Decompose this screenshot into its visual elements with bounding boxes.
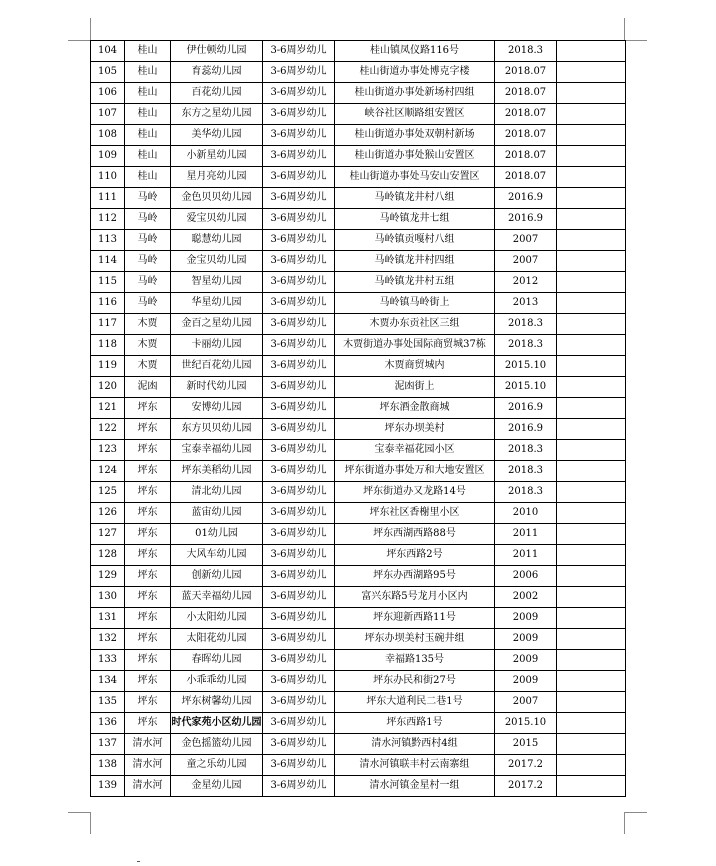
cell-age: 3-6周岁幼儿 xyxy=(263,587,335,608)
crop-mark-top-right-h xyxy=(625,40,647,41)
cell-note xyxy=(557,503,626,524)
cell-address: 坪东办西湖路95号 xyxy=(335,566,495,587)
cell-no: 116 xyxy=(91,293,125,314)
cell-age: 3-6周岁幼儿 xyxy=(263,146,335,167)
cell-name: 育蕊幼儿园 xyxy=(171,62,263,83)
cell-address: 马岭镇龙井七组 xyxy=(335,209,495,230)
cell-date: 2007 xyxy=(495,251,557,272)
cell-no: 119 xyxy=(91,356,125,377)
table-row xyxy=(91,251,626,272)
cell-note xyxy=(557,419,626,440)
cell-name: 宝泰幸福幼儿园 xyxy=(171,440,263,461)
cell-name: 卡丽幼儿园 xyxy=(171,335,263,356)
cell-note xyxy=(557,461,626,482)
cell-area: 坪东 xyxy=(125,671,171,692)
cell-note xyxy=(557,587,626,608)
table-row xyxy=(91,671,626,692)
crop-mark-top-left-h xyxy=(68,40,90,41)
cell-area: 木贾 xyxy=(125,314,171,335)
cell-name: 太阳花幼儿园 xyxy=(171,629,263,650)
cell-date: 2015.10 xyxy=(495,377,557,398)
cell-age: 3-6周岁幼儿 xyxy=(263,419,335,440)
cell-area: 木贾 xyxy=(125,356,171,377)
cell-no: 124 xyxy=(91,461,125,482)
cell-area: 坪东 xyxy=(125,713,171,734)
table-body xyxy=(91,41,626,797)
crop-mark-bottom-left-v xyxy=(90,812,91,834)
cell-date: 2017.2 xyxy=(495,776,557,797)
cell-note xyxy=(557,377,626,398)
cell-age: 3-6周岁幼儿 xyxy=(263,608,335,629)
cell-no: 126 xyxy=(91,503,125,524)
cell-name: 金色贝贝幼儿园 xyxy=(171,188,263,209)
crop-mark-bottom-right-h xyxy=(625,812,647,813)
table-row xyxy=(91,314,626,335)
cell-name: 聪慧幼儿园 xyxy=(171,230,263,251)
cell-area: 桂山 xyxy=(125,146,171,167)
cell-no: 138 xyxy=(91,755,125,776)
cell-age: 3-6周岁幼儿 xyxy=(263,251,335,272)
cell-note xyxy=(557,83,626,104)
cell-name: 小太阳幼儿园 xyxy=(171,608,263,629)
cell-name: 春晖幼儿园 xyxy=(171,650,263,671)
cell-age: 3-6周岁幼儿 xyxy=(263,650,335,671)
cell-age: 3-6周岁幼儿 xyxy=(263,41,335,62)
cell-no: 110 xyxy=(91,167,125,188)
cell-date: 2018.3 xyxy=(495,41,557,62)
cell-note xyxy=(557,629,626,650)
table-row xyxy=(91,83,626,104)
cell-address: 桂山镇凤仪路116号 xyxy=(335,41,495,62)
cell-age: 3-6周岁幼儿 xyxy=(263,356,335,377)
cell-area: 坪东 xyxy=(125,650,171,671)
cell-date: 2018.3 xyxy=(495,314,557,335)
cell-date: 2016.9 xyxy=(495,419,557,440)
cell-note xyxy=(557,251,626,272)
table-row xyxy=(91,524,626,545)
cell-address: 坪东办坝美村玉碗井组 xyxy=(335,629,495,650)
cell-name: 金色摇篮幼儿园 xyxy=(171,734,263,755)
cell-age: 3-6周岁幼儿 xyxy=(263,713,335,734)
cell-area: 坪东 xyxy=(125,587,171,608)
cell-address: 马岭镇龙井村四组 xyxy=(335,251,495,272)
kindergarten-table xyxy=(90,40,626,797)
table-row xyxy=(91,503,626,524)
table-row xyxy=(91,692,626,713)
table-row xyxy=(91,419,626,440)
cell-area: 坪东 xyxy=(125,545,171,566)
cell-no: 117 xyxy=(91,314,125,335)
cell-age: 3-6周岁幼儿 xyxy=(263,335,335,356)
cell-date: 2009 xyxy=(495,629,557,650)
cell-name: 坪东树馨幼儿园 xyxy=(171,692,263,713)
cell-address: 马岭镇龙井村八组 xyxy=(335,188,495,209)
cell-date: 2009 xyxy=(495,671,557,692)
cell-note xyxy=(557,755,626,776)
cell-note xyxy=(557,545,626,566)
cell-no: 109 xyxy=(91,146,125,167)
cell-note xyxy=(557,482,626,503)
cell-address: 坪东社区香榭里小区 xyxy=(335,503,495,524)
table-row xyxy=(91,230,626,251)
cell-note xyxy=(557,272,626,293)
cell-note xyxy=(557,692,626,713)
table-row xyxy=(91,482,626,503)
table-row xyxy=(91,188,626,209)
cell-area: 桂山 xyxy=(125,104,171,125)
crop-mark-top-left-v xyxy=(90,18,91,40)
cell-no: 130 xyxy=(91,587,125,608)
cell-age: 3-6周岁幼儿 xyxy=(263,209,335,230)
table-row xyxy=(91,125,626,146)
cell-note xyxy=(557,776,626,797)
table-row xyxy=(91,272,626,293)
cell-date: 2015 xyxy=(495,734,557,755)
cell-no: 135 xyxy=(91,692,125,713)
cell-note xyxy=(557,524,626,545)
cell-no: 106 xyxy=(91,83,125,104)
cell-address: 坪东西路2号 xyxy=(335,545,495,566)
cell-note xyxy=(557,41,626,62)
cell-note xyxy=(557,293,626,314)
cell-date: 2016.9 xyxy=(495,209,557,230)
cell-area: 坪东 xyxy=(125,629,171,650)
cell-address: 桂山街道办事处新场村四组 xyxy=(335,83,495,104)
cell-note xyxy=(557,230,626,251)
cell-note xyxy=(557,356,626,377)
crop-mark-bottom-right-v xyxy=(624,812,625,834)
cell-area: 坪东 xyxy=(125,503,171,524)
cell-age: 3-6周岁幼儿 xyxy=(263,776,335,797)
cell-name: 金百之星幼儿园 xyxy=(171,314,263,335)
cell-no: 139 xyxy=(91,776,125,797)
cell-note xyxy=(557,62,626,83)
cell-no: 131 xyxy=(91,608,125,629)
page-mark xyxy=(137,861,140,862)
cell-area: 桂山 xyxy=(125,62,171,83)
cell-note xyxy=(557,146,626,167)
cell-name: 世纪百花幼儿园 xyxy=(171,356,263,377)
cell-address: 木贾办东贡社区三组 xyxy=(335,314,495,335)
table-row xyxy=(91,587,626,608)
table-row xyxy=(91,713,626,734)
cell-date: 2018.3 xyxy=(495,440,557,461)
cell-name: 爱宝贝幼儿园 xyxy=(171,209,263,230)
cell-age: 3-6周岁幼儿 xyxy=(263,461,335,482)
cell-no: 120 xyxy=(91,377,125,398)
cell-no: 112 xyxy=(91,209,125,230)
cell-address: 宝泰幸福花园小区 xyxy=(335,440,495,461)
cell-address: 坪东街道办事处万和大地安置区 xyxy=(335,461,495,482)
cell-no: 122 xyxy=(91,419,125,440)
cell-note xyxy=(557,314,626,335)
cell-area: 桂山 xyxy=(125,41,171,62)
cell-address: 桂山街道办事处猴山安置区 xyxy=(335,146,495,167)
cell-no: 105 xyxy=(91,62,125,83)
cell-note xyxy=(557,440,626,461)
cell-no: 128 xyxy=(91,545,125,566)
cell-area: 清水河 xyxy=(125,734,171,755)
table-row xyxy=(91,104,626,125)
cell-no: 134 xyxy=(91,671,125,692)
cell-area: 马岭 xyxy=(125,230,171,251)
table-row xyxy=(91,734,626,755)
table-row xyxy=(91,608,626,629)
table-row xyxy=(91,146,626,167)
cell-area: 坪东 xyxy=(125,398,171,419)
cell-no: 104 xyxy=(91,41,125,62)
cell-age: 3-6周岁幼儿 xyxy=(263,125,335,146)
cell-area: 桂山 xyxy=(125,167,171,188)
cell-area: 清水河 xyxy=(125,755,171,776)
cell-date: 2015.10 xyxy=(495,713,557,734)
cell-note xyxy=(557,125,626,146)
cell-name: 01幼儿园 xyxy=(171,524,263,545)
crop-mark-top-right-v xyxy=(624,18,625,40)
cell-no: 107 xyxy=(91,104,125,125)
cell-age: 3-6周岁幼儿 xyxy=(263,62,335,83)
cell-area: 坪东 xyxy=(125,608,171,629)
cell-area: 坪东 xyxy=(125,566,171,587)
cell-name: 金星幼儿园 xyxy=(171,776,263,797)
cell-address: 坪东办民和街27号 xyxy=(335,671,495,692)
cell-name: 童之乐幼儿园 xyxy=(171,755,263,776)
cell-note xyxy=(557,167,626,188)
cell-area: 桂山 xyxy=(125,83,171,104)
cell-date: 2012 xyxy=(495,272,557,293)
cell-no: 108 xyxy=(91,125,125,146)
cell-note xyxy=(557,608,626,629)
cell-date: 2016.9 xyxy=(495,398,557,419)
cell-area: 木贾 xyxy=(125,335,171,356)
cell-date: 2018.3 xyxy=(495,335,557,356)
cell-address: 木贾街道办事处国际商贸城37栋 xyxy=(335,335,495,356)
cell-address: 桂山街道办事处马安山安置区 xyxy=(335,167,495,188)
cell-area: 马岭 xyxy=(125,209,171,230)
cell-address: 富兴东路5号龙月小区内 xyxy=(335,587,495,608)
table-row xyxy=(91,545,626,566)
cell-date: 2016.9 xyxy=(495,188,557,209)
table-row xyxy=(91,461,626,482)
cell-address: 清水河镇金星村一组 xyxy=(335,776,495,797)
cell-name: 智星幼儿园 xyxy=(171,272,263,293)
cell-name: 蓝宙幼儿园 xyxy=(171,503,263,524)
cell-age: 3-6周岁幼儿 xyxy=(263,692,335,713)
cell-name: 东方贝贝幼儿园 xyxy=(171,419,263,440)
cell-name: 金宝贝幼儿园 xyxy=(171,251,263,272)
crop-mark-bottom-left-h xyxy=(68,812,90,813)
cell-area: 坪东 xyxy=(125,440,171,461)
cell-address: 桂山街道办事处双朝村新场 xyxy=(335,125,495,146)
cell-date: 2015.10 xyxy=(495,356,557,377)
cell-name: 星月亮幼儿园 xyxy=(171,167,263,188)
cell-date: 2011 xyxy=(495,524,557,545)
cell-name: 安博幼儿园 xyxy=(171,398,263,419)
cell-no: 137 xyxy=(91,734,125,755)
cell-age: 3-6周岁幼儿 xyxy=(263,83,335,104)
cell-date: 2018.3 xyxy=(495,461,557,482)
cell-age: 3-6周岁幼儿 xyxy=(263,398,335,419)
table-row xyxy=(91,629,626,650)
cell-area: 坪东 xyxy=(125,419,171,440)
cell-address: 木贾商贸城内 xyxy=(335,356,495,377)
cell-name: 东方之星幼儿园 xyxy=(171,104,263,125)
cell-area: 马岭 xyxy=(125,188,171,209)
cell-date: 2013 xyxy=(495,293,557,314)
cell-address: 坪东办坝美村 xyxy=(335,419,495,440)
cell-age: 3-6周岁幼儿 xyxy=(263,188,335,209)
cell-age: 3-6周岁幼儿 xyxy=(263,293,335,314)
cell-no: 125 xyxy=(91,482,125,503)
cell-no: 111 xyxy=(91,188,125,209)
table-row xyxy=(91,566,626,587)
cell-date: 2011 xyxy=(495,545,557,566)
table-row xyxy=(91,209,626,230)
cell-address: 幸福路135号 xyxy=(335,650,495,671)
cell-date: 2009 xyxy=(495,650,557,671)
cell-date: 2018.3 xyxy=(495,482,557,503)
cell-age: 3-6周岁幼儿 xyxy=(263,629,335,650)
table-row xyxy=(91,335,626,356)
cell-no: 129 xyxy=(91,566,125,587)
cell-name: 华星幼儿园 xyxy=(171,293,263,314)
cell-name: 清北幼儿园 xyxy=(171,482,263,503)
cell-area: 坪东 xyxy=(125,482,171,503)
cell-address: 清水河镇联丰村云南寨组 xyxy=(335,755,495,776)
cell-address: 坪东西湖西路88号 xyxy=(335,524,495,545)
table-row xyxy=(91,650,626,671)
cell-age: 3-6周岁幼儿 xyxy=(263,272,335,293)
cell-age: 3-6周岁幼儿 xyxy=(263,503,335,524)
cell-age: 3-6周岁幼儿 xyxy=(263,482,335,503)
table-row xyxy=(91,356,626,377)
cell-age: 3-6周岁幼儿 xyxy=(263,440,335,461)
cell-name: 创新幼儿园 xyxy=(171,566,263,587)
cell-date: 2018.07 xyxy=(495,62,557,83)
cell-date: 2018.07 xyxy=(495,104,557,125)
cell-age: 3-6周岁幼儿 xyxy=(263,524,335,545)
cell-no: 123 xyxy=(91,440,125,461)
table-row xyxy=(91,440,626,461)
cell-address: 坪东酒金散商城 xyxy=(335,398,495,419)
cell-no: 132 xyxy=(91,629,125,650)
cell-date: 2010 xyxy=(495,503,557,524)
cell-date: 2007 xyxy=(495,230,557,251)
cell-name: 坪东美稻幼儿园 xyxy=(171,461,263,482)
cell-note xyxy=(557,734,626,755)
cell-note xyxy=(557,335,626,356)
cell-address: 桂山街道办事处博克字楼 xyxy=(335,62,495,83)
cell-age: 3-6周岁幼儿 xyxy=(263,314,335,335)
table-row xyxy=(91,398,626,419)
cell-age: 3-6周岁幼儿 xyxy=(263,104,335,125)
cell-name: 美华幼儿园 xyxy=(171,125,263,146)
cell-no: 113 xyxy=(91,230,125,251)
cell-name: 蓝天幸福幼儿园 xyxy=(171,587,263,608)
cell-name: 时代家苑小区幼儿园 xyxy=(171,713,263,734)
cell-no: 127 xyxy=(91,524,125,545)
cell-address: 马岭镇马岭街上 xyxy=(335,293,495,314)
cell-address: 马岭镇龙井村五组 xyxy=(335,272,495,293)
cell-area: 坪东 xyxy=(125,461,171,482)
cell-note xyxy=(557,188,626,209)
table-row xyxy=(91,293,626,314)
cell-area: 清水河 xyxy=(125,776,171,797)
cell-date: 2018.07 xyxy=(495,125,557,146)
cell-address: 清水河镇黔西村4组 xyxy=(335,734,495,755)
cell-address: 泥凼街上 xyxy=(335,377,495,398)
cell-date: 2017.2 xyxy=(495,755,557,776)
cell-age: 3-6周岁幼儿 xyxy=(263,566,335,587)
cell-age: 3-6周岁幼儿 xyxy=(263,377,335,398)
table-row xyxy=(91,755,626,776)
cell-name: 新时代幼儿园 xyxy=(171,377,263,398)
cell-note xyxy=(557,566,626,587)
cell-note xyxy=(557,398,626,419)
cell-date: 2002 xyxy=(495,587,557,608)
table-row xyxy=(91,377,626,398)
cell-date: 2018.07 xyxy=(495,167,557,188)
cell-area: 桂山 xyxy=(125,125,171,146)
cell-name: 百花幼儿园 xyxy=(171,83,263,104)
cell-address: 坪东迎新西路11号 xyxy=(335,608,495,629)
cell-address: 坪东街道办又龙路14号 xyxy=(335,482,495,503)
cell-age: 3-6周岁幼儿 xyxy=(263,230,335,251)
cell-date: 2009 xyxy=(495,608,557,629)
cell-note xyxy=(557,713,626,734)
cell-area: 坪东 xyxy=(125,524,171,545)
cell-address: 峡谷社区顺路组安置区 xyxy=(335,104,495,125)
cell-name: 伊仕顿幼儿园 xyxy=(171,41,263,62)
cell-date: 2007 xyxy=(495,692,557,713)
cell-area: 马岭 xyxy=(125,251,171,272)
cell-name: 大风车幼儿园 xyxy=(171,545,263,566)
cell-no: 118 xyxy=(91,335,125,356)
cell-age: 3-6周岁幼儿 xyxy=(263,167,335,188)
cell-date: 2006 xyxy=(495,566,557,587)
cell-address: 马岭镇贡嘎村八组 xyxy=(335,230,495,251)
cell-area: 泥凼 xyxy=(125,377,171,398)
table-row xyxy=(91,167,626,188)
cell-area: 马岭 xyxy=(125,293,171,314)
cell-name: 小新星幼儿园 xyxy=(171,146,263,167)
cell-age: 3-6周岁幼儿 xyxy=(263,671,335,692)
cell-note xyxy=(557,671,626,692)
cell-no: 114 xyxy=(91,251,125,272)
cell-no: 115 xyxy=(91,272,125,293)
table-row xyxy=(91,776,626,797)
cell-address: 坪东西路1号 xyxy=(335,713,495,734)
cell-note xyxy=(557,650,626,671)
cell-area: 马岭 xyxy=(125,272,171,293)
cell-no: 133 xyxy=(91,650,125,671)
cell-note xyxy=(557,209,626,230)
cell-note xyxy=(557,104,626,125)
cell-no: 136 xyxy=(91,713,125,734)
cell-date: 2018.07 xyxy=(495,83,557,104)
cell-date: 2018.07 xyxy=(495,146,557,167)
cell-address: 坪东大道利民二巷1号 xyxy=(335,692,495,713)
cell-age: 3-6周岁幼儿 xyxy=(263,734,335,755)
cell-name: 小乖乖幼儿园 xyxy=(171,671,263,692)
table-row xyxy=(91,62,626,83)
cell-area: 坪东 xyxy=(125,692,171,713)
cell-age: 3-6周岁幼儿 xyxy=(263,755,335,776)
cell-age: 3-6周岁幼儿 xyxy=(263,545,335,566)
table-row xyxy=(91,41,626,62)
cell-no: 121 xyxy=(91,398,125,419)
